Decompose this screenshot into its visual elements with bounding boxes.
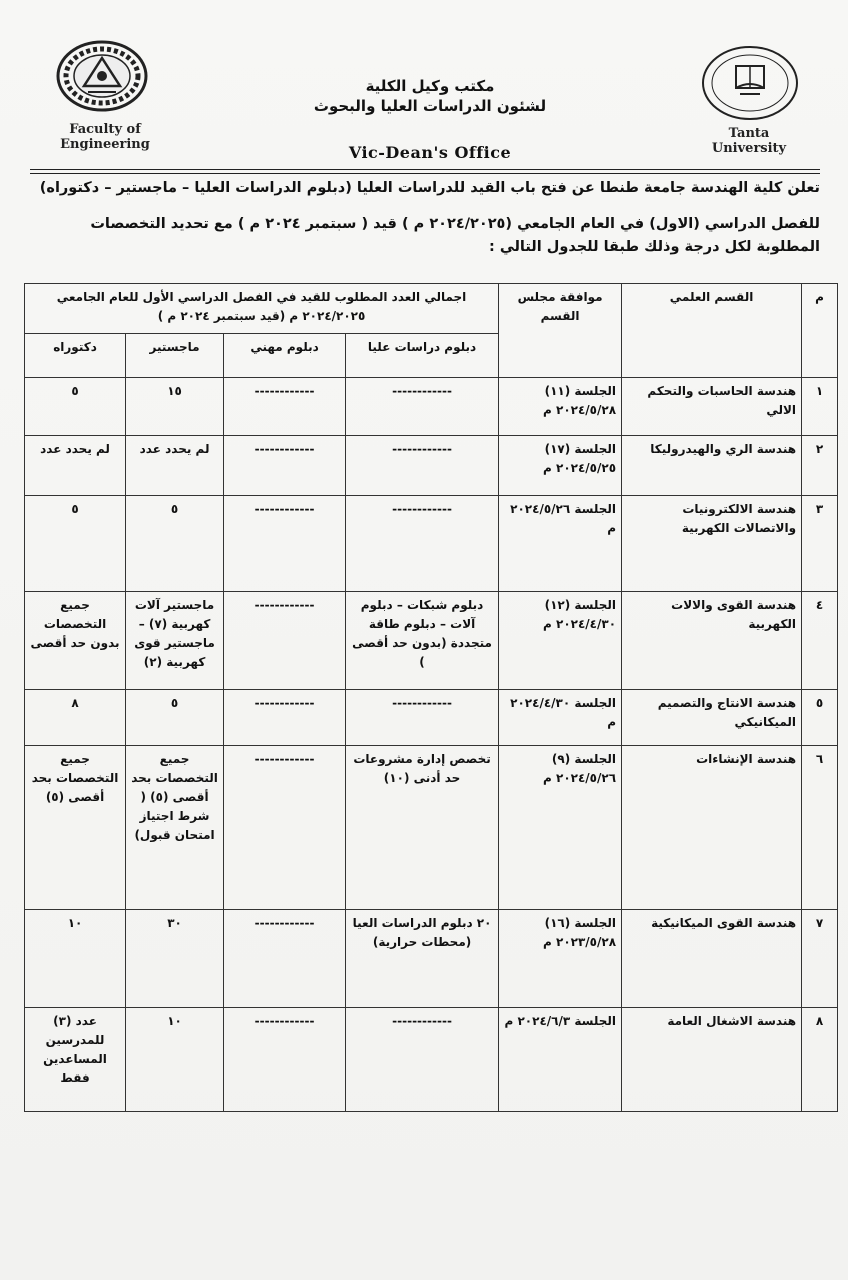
cell-masters: ٣٠ xyxy=(126,910,224,1008)
cell-masters: ٥ xyxy=(126,496,224,592)
cell-phd: عدد (٣) للمدرسين المساعدين فقط xyxy=(25,1008,126,1112)
announcement-line-3: المطلوبة لكل درجة وذلك طبقا للجدول التالي : xyxy=(488,239,820,255)
cell-diploma-higher: ٢٠ دبلوم الدراسات العيا (محطات حرارية) xyxy=(346,910,499,1008)
cell-masters: ٥ xyxy=(126,690,224,746)
cell-approval: الجلسة (١٧) ٢٠٢٤/٥/٢٥ م xyxy=(499,436,622,496)
header-approval: موافقة مجلس القسم xyxy=(499,284,622,378)
cell-diploma-prof: ------------ xyxy=(224,436,346,496)
header-diploma-prof: دبلوم مهني xyxy=(224,334,346,378)
cell-masters: ماجستير آلات كهربية (٧) – ماجستير قوى كهربية (٢) xyxy=(126,592,224,690)
cell-approval: الجلسة ٢٠٢٤/٥/٢٦ م xyxy=(499,496,622,592)
cell-num: ٦ xyxy=(802,746,838,910)
header-dept: القسم العلمي xyxy=(622,284,802,378)
cell-diploma-higher: ------------ xyxy=(346,436,499,496)
cell-diploma-higher: ------------ xyxy=(346,496,499,592)
cell-dept: هندسة القوى والالات الكهربية xyxy=(622,592,802,690)
header-masters: ماجستير xyxy=(126,334,224,378)
cell-diploma-prof: ------------ xyxy=(224,592,346,690)
cell-diploma-prof: ------------ xyxy=(224,690,346,746)
table-row xyxy=(25,1008,838,1112)
cell-phd: ٨ xyxy=(25,690,126,746)
cell-phd: ١٠ xyxy=(25,910,126,1008)
cell-approval: الجلسة (١١) ٢٠٢٤/٥/٢٨ م xyxy=(499,378,622,436)
cell-diploma-prof: ------------ xyxy=(224,746,346,910)
table-row xyxy=(25,592,838,690)
cell-dept: هندسة الالكترونيات والاتصالات الكهربية xyxy=(622,496,802,592)
cell-num: ٢ xyxy=(802,436,838,496)
cell-dept: هندسة الحاسبات والتحكم الالي xyxy=(622,378,802,436)
cell-phd: جميع التخصصات بحد أقصى (٥) xyxy=(25,746,126,910)
cell-approval: الجلسة ٢٠٢٤/٤/٣٠ م xyxy=(499,690,622,746)
cell-masters: لم يحدد عدد xyxy=(126,436,224,496)
cell-dept: هندسة الانتاج والتصميم الميكانيكي xyxy=(622,690,802,746)
cell-phd: جميع التخصصات بدون حد أقصى xyxy=(25,592,126,690)
table-row xyxy=(25,496,838,592)
cell-dept: هندسة الري والهيدروليكا xyxy=(622,436,802,496)
table-row xyxy=(25,436,838,496)
cell-num: ٥ xyxy=(802,690,838,746)
table-row xyxy=(25,690,838,746)
header-diploma-higher: دبلوم دراسات عليا xyxy=(346,334,499,378)
university-logo-icon xyxy=(700,44,800,122)
cell-dept: هندسة الإنشاءات xyxy=(622,746,802,910)
cell-num: ٧ xyxy=(802,910,838,1008)
table-row xyxy=(25,378,838,436)
cell-diploma-higher: ------------ xyxy=(346,690,499,746)
header-divider xyxy=(30,169,820,170)
cell-masters: ١٠ xyxy=(126,1008,224,1112)
cell-approval: الجلسة (١٢) ٢٠٢٤/٤/٣٠ م xyxy=(499,592,622,690)
table-header-row xyxy=(25,284,838,334)
cell-diploma-higher: دبلوم شبكات – دبلوم آلات – دبلوم طاقة متجددة (بدون حد أقصى ) xyxy=(346,592,499,690)
cell-num: ٨ xyxy=(802,1008,838,1112)
cell-num: ٣ xyxy=(802,496,838,592)
cell-dept: هندسة القوى الميكانيكية xyxy=(622,910,802,1008)
university-name-label: Tanta University xyxy=(711,126,787,156)
cell-diploma-prof: ------------ xyxy=(224,910,346,1008)
cell-diploma-higher: ------------ xyxy=(346,1008,499,1112)
cell-diploma-prof: ------------ xyxy=(224,1008,346,1112)
header-phd: دكتوراه xyxy=(25,334,126,378)
cell-num: ١ xyxy=(802,378,838,436)
faculty-name-label: Faculty of Engineering xyxy=(60,122,150,152)
cell-phd: ٥ xyxy=(25,496,126,592)
office-title-arabic: مكتب وكيل الكلية xyxy=(365,77,495,95)
header-divider-thin xyxy=(30,173,820,174)
cell-phd: ٥ xyxy=(25,378,126,436)
cell-dept: هندسة الاشغال العامة xyxy=(622,1008,802,1112)
cell-diploma-prof: ------------ xyxy=(224,378,346,436)
cell-masters: ١٥ xyxy=(126,378,224,436)
admissions-table xyxy=(24,283,838,1112)
cell-approval: الجلسة (١٦) ٢٠٢٣/٥/٢٨ م xyxy=(499,910,622,1008)
office-subtitle-arabic: لشئون الدراسات العليا والبحوث xyxy=(313,97,547,115)
cell-num: ٤ xyxy=(802,592,838,690)
table-row xyxy=(25,746,838,910)
faculty-logo-icon xyxy=(54,40,150,116)
cell-diploma-higher: ------------ xyxy=(346,378,499,436)
cell-approval: الجلسة (٩) ٢٠٢٤/٥/٢٦ م xyxy=(499,746,622,910)
cell-phd: لم يحدد عدد xyxy=(25,436,126,496)
cell-diploma-higher: تخصص إدارة مشروعات حد أدنى (١٠) xyxy=(346,746,499,910)
cell-diploma-prof: ------------ xyxy=(224,496,346,592)
table-row xyxy=(25,910,838,1008)
cell-approval: الجلسة ٢٠٢٤/٦/٣ م xyxy=(499,1008,622,1112)
announcement-line-1: تعلن كلية الهندسة جامعة طنطا عن فتح باب القيد للدراسات العليا (دبلوم الدراسات العليا – ماجستير – دكتوراه) xyxy=(39,180,820,196)
office-title-english: Vic-Dean's Office xyxy=(348,143,512,162)
header-total: اجمالي العدد المطلوب للقيد في الفصل الدراسي الأول للعام الجامعي ٢٠٢٤/٢٠٢٥ م (قيد سبتمبر ٢٠٢٤ م ) xyxy=(25,284,499,334)
cell-masters: جميع التخصصات بحد أقصى (٥) ( شرط اجتياز امتحان قبول) xyxy=(126,746,224,910)
header-num: م xyxy=(802,284,838,378)
announcement-line-2: للفصل الدراسي (الاول) في العام الجامعي (٢٠٢٤/٢٠٢٥ م ) قيد ( سبتمبر ٢٠٢٤ م ) مع تحديد التخصصات xyxy=(90,216,820,232)
